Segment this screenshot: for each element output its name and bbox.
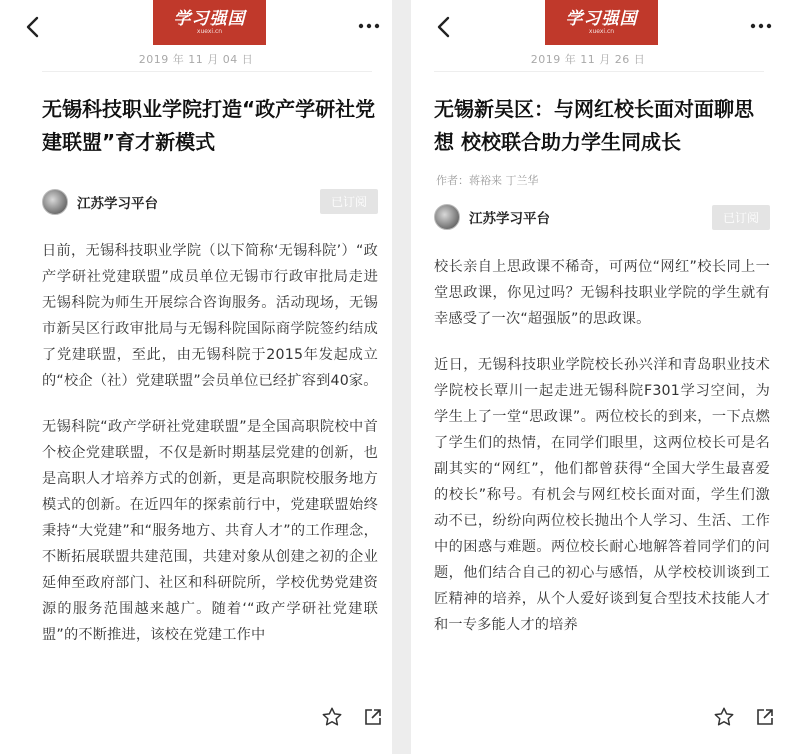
author-line: 作者：蒋裕来 丁兰华 [436, 174, 539, 187]
star-icon[interactable] [321, 706, 343, 728]
subscribed-button[interactable]: 已订阅 [712, 205, 770, 230]
divider [42, 71, 372, 72]
paragraph: 校长亲自上思政课不稀奇，可两位“网红”校长同上一堂思政课，你见过吗？无锡科技职业学院的学生就有幸感受了一次“超强版”的思政课。 [434, 259, 770, 327]
share-icon[interactable] [755, 707, 775, 727]
article-body [42, 238, 378, 668]
top-bar [411, 0, 803, 54]
bottom-bar [411, 692, 803, 754]
paragraph: 日前，无锡科技职业学院（以下简称‘无锡科院’）“政产学研社党建联盟”成员单位无锡市行政审批局走进无锡科院为师生开展综合咨询服务。活动现场，无锡市新吴区行政审批局与无锡科院国际商学院签约结成了党建联盟，至此，由无锡科院于2015年发起成立的“校企（社）党建联盟”会员单位已经扩容到40家。 [42, 243, 378, 389]
top-bar [0, 0, 392, 54]
gutter [392, 0, 411, 754]
article-panel-left [0, 0, 392, 754]
star-icon[interactable] [713, 706, 735, 728]
source-name[interactable]: 江苏学习平台 [469, 211, 550, 227]
xuexi-logo: 学习强国 xuexi.cn [153, 0, 266, 45]
source-row[interactable] [42, 188, 158, 216]
back-chevron-icon[interactable] [429, 12, 459, 42]
publish-date: 2019 年 11 月 26 日 [530, 53, 646, 66]
article-body [434, 254, 770, 658]
avatar[interactable] [434, 204, 460, 230]
xuexi-logo: 学习强国 xuexi.cn [545, 0, 658, 45]
article-panel-right [411, 0, 803, 754]
paragraph: 近日，无锡科技职业学院校长孙兴洋和青岛职业技术学院校长覃川一起走进无锡科院F301学习空间，为学生上了一堂“思政课”。两位校长的到来，一下点燃了学生们的热情，在同学们眼里，这两位校长可是名副其实的“网红”，他们都曾获得“全国大学生最喜爱的校长”称号。有机会与网红校长面对面，学生们激动不已，纷纷向两位校长抛出个人学习、生活、工作中的困惑与难题。两位校长耐心地解答着同学们的问题，他们结合自己的初心与感悟，从学校校训谈到工匠精神的培养，从个人爱好谈到复合型技术技能人才和一专多能人才的培养 [434, 357, 770, 633]
article-title: 无锡新吴区：与网红校长面对面聊思想 校校联合助力学生同成长 [434, 97, 754, 154]
more-dots-icon[interactable] [749, 16, 773, 36]
back-chevron-icon[interactable] [18, 12, 48, 42]
divider [434, 71, 764, 72]
article-title: 无锡科技职业学院打造“政产学研社党建联盟”育才新模式 [42, 97, 376, 154]
more-dots-icon[interactable] [357, 16, 381, 36]
paragraph: 无锡科院“政产学研社党建联盟”是全国高职院校中首个校企党建联盟，不仅是新时期基层党建的创新，也是高职人才培养方式的创新，更是高职院校服务地方模式的创新。在近四年的探索前行中，党建联盟始终秉持“大党建”和“服务地方、共育人才”的工作理念，不断拓展联盟共建范围，共建对象从创建之初的企业延伸至政府部门、社区和科研院所，学校优势党建资源的服务范围越来越广。随着‘“政产学研社党建联盟”的不断推进，该校在党建工作中 [42, 419, 378, 643]
avatar[interactable] [42, 189, 68, 215]
source-name[interactable]: 江苏学习平台 [77, 196, 158, 212]
publish-date: 2019 年 11 月 04 日 [138, 53, 254, 66]
source-row[interactable] [434, 203, 550, 231]
subscribed-button[interactable]: 已订阅 [320, 189, 378, 214]
share-icon[interactable] [363, 707, 383, 727]
